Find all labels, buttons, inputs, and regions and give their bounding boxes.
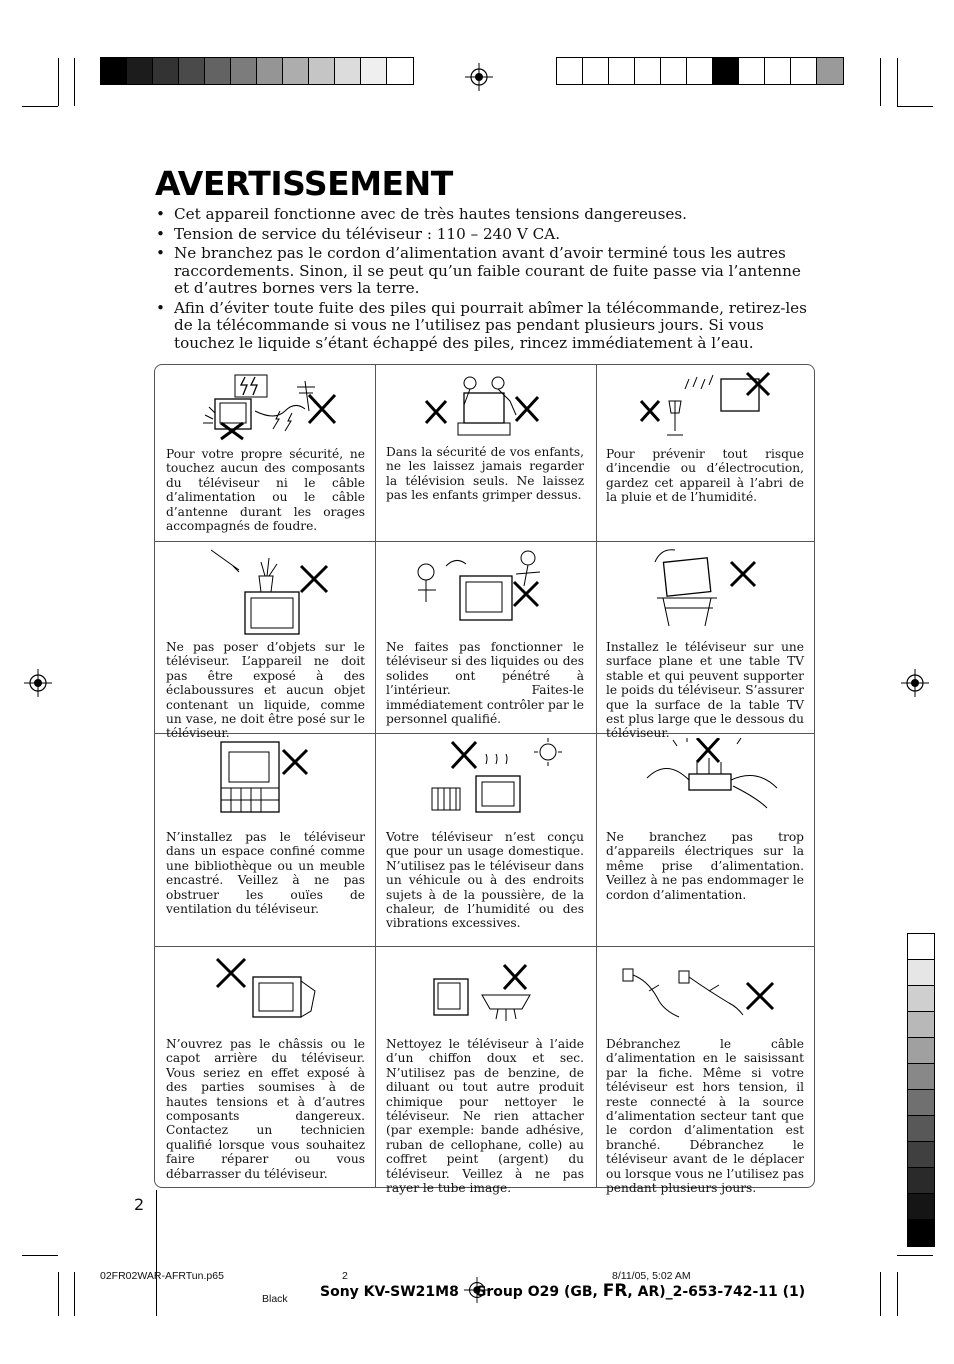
color-swatch xyxy=(687,58,713,84)
bullet-item: • Afin d’éviter toute fuite des piles qui pourrait abîmer la télécommande, retirez-les de la télécommande si vous ne l’utilisez pas pendant plusieurs jours. Si vous touchez le liquide s’étant échappé des piles, rincez immédiatement à l’eau. xyxy=(155,300,815,353)
vertical-grayscale-bar xyxy=(907,933,935,1247)
warning-cell-unplug xyxy=(597,947,815,1196)
footer-datetime: 8/11/05, 5:02 AM xyxy=(612,1270,691,1282)
color-swatch xyxy=(309,58,335,84)
color-swatch xyxy=(661,58,687,84)
children-climbing-tv-icon xyxy=(420,371,550,445)
overloaded-outlet-icon xyxy=(637,738,787,818)
color-swatch xyxy=(153,58,179,84)
color-swatch xyxy=(179,58,205,84)
color-swatch xyxy=(127,58,153,84)
page-number: 2 xyxy=(134,1195,145,1214)
color-swatch xyxy=(908,960,934,986)
color-swatch xyxy=(908,1090,934,1116)
tv-in-bookshelf-icon xyxy=(213,738,333,818)
vase-on-tv-icon xyxy=(203,546,333,638)
registration-mark-icon xyxy=(465,63,493,91)
warning-text: Votre téléviseur n’est conçu que pour un usage domestique. N’utilisez pas le téléviseur dans un véhicule ou à des endroits sujets à de la poussière, de la chaleur, de l’humidité ou des vibrations excessives. xyxy=(386,830,584,931)
warning-text: Nettoyez le téléviseur à l’aide d’un chiffon doux et sec. N’utilisez pas de benzine, de diluant ou tout autre produit chimique pour nettoyer le téléviseur. Ne rien attacher (par exemple: bande adhésive, ruban de cellophane, colle) au coffret peint (argent) du téléviseur. Veillez à ne pas rayer le tube image. xyxy=(386,1037,584,1196)
footer-model-fr: FR xyxy=(602,1281,628,1301)
footer-model-mid: Group O29 (GB, xyxy=(474,1284,603,1300)
warning-cell-children xyxy=(376,365,596,541)
registration-mark-icon xyxy=(901,669,929,697)
color-swatch xyxy=(791,58,817,84)
warning-text: Pour votre propre sécurité, ne touchez aucun des composants du téléviseur ni le câble d’alimentation ou le câble d’antenne durant les orages accompagnés de foudre. xyxy=(166,447,365,534)
warning-text: Pour prévenir tout risque d’incendie ou d’électrocution, gardez cet appareil à l’abri de la pluie et de l’humidité. xyxy=(606,447,804,505)
color-swatch xyxy=(361,58,387,84)
color-swatch xyxy=(635,58,661,84)
warning-cell-cleaning xyxy=(376,947,596,1196)
bullet-item: • Ne branchez pas le cordon d’alimentation avant d’avoir terminé tous les autres raccordements. Sinon, il se peut qu’un faible courant de fuite passe via l’antenne et d’autres bornes vers la terre. xyxy=(155,245,815,298)
footer-file-name: 02FR02WAR-AFRTun.p65 xyxy=(100,1270,224,1282)
tv-open-back-icon xyxy=(211,951,321,1035)
warning-cell-stable xyxy=(597,542,815,741)
warning-cell-overload xyxy=(597,734,815,946)
color-swatch xyxy=(817,58,843,84)
warning-cell-liquids xyxy=(376,542,596,733)
tv-on-stand-icon xyxy=(647,546,777,638)
warning-cell-objects xyxy=(155,542,375,741)
bullet-item: • Tension de service du téléviseur : 110 – 240 V CA. xyxy=(155,226,815,244)
footer-color-label: Black xyxy=(262,1293,288,1305)
tv-cleaning-icon xyxy=(426,951,556,1035)
warning-text: N’ouvrez pas le châssis ou le capot arrière du téléviseur. Vous seriez en effet exposé à des parties soumises à de hautes tensions et à d’autres composants dangereux. Contactez un technicien qualifié lorsque vous souhaitez faire réparer ou vous débarrasser du téléviseur. xyxy=(166,1037,365,1181)
color-swatch xyxy=(557,58,583,84)
color-swatch xyxy=(908,1116,934,1142)
registration-color-bar xyxy=(556,57,844,85)
footer-model-suffix: , AR)_2-653-742-11 (1) xyxy=(627,1284,806,1300)
warning-text: Installez le téléviseur sur une surface plane et une table TV stable et qui peuvent supporter le poids du téléviseur. S’assurer que la surface de la table TV est plus large que le dessous du téléviseur. xyxy=(606,640,805,741)
color-swatch xyxy=(739,58,765,84)
color-swatch xyxy=(908,1220,934,1246)
footer-model-title xyxy=(320,1281,805,1301)
warnings-grid xyxy=(154,364,815,1196)
color-swatch xyxy=(335,58,361,84)
color-swatch xyxy=(283,58,309,84)
color-swatch xyxy=(908,1038,934,1064)
color-swatch xyxy=(205,58,231,84)
color-swatch xyxy=(387,58,413,84)
color-swatch xyxy=(257,58,283,84)
grayscale-color-bar xyxy=(100,57,414,85)
color-swatch xyxy=(713,58,739,84)
warning-bullet-list xyxy=(155,206,815,354)
color-swatch xyxy=(908,1168,934,1194)
color-swatch xyxy=(583,58,609,84)
unplug-cord-icon xyxy=(619,951,789,1035)
color-swatch xyxy=(908,1012,934,1038)
liquid-spill-tv-icon xyxy=(406,546,566,638)
color-swatch xyxy=(908,1194,934,1220)
warning-text: Dans la sécurité de vos enfants, ne les laissez jamais regarder la télévision seuls. Ne laissez pas les enfants grimper dessus. xyxy=(386,445,584,503)
warning-text: Débranchez le câble d’alimentation en le saisissant par la fiche. Même si votre téléviseur est hors tension, il reste connecté à la source d’alimentation secteur tant que le cordon d’alimentation est branché. Débranchez le téléviseur avant de le déplacer ou lorsque vous ne l’utilisez pas pendant plusieurs jours. xyxy=(606,1037,804,1196)
tv-heat-sun-icon xyxy=(416,738,566,818)
bullet-item: • Cet appareil fonctionne avec de très hautes tensions dangereuses. xyxy=(155,206,815,224)
footer-model-prefix: Sony KV-SW21M8 xyxy=(320,1284,459,1300)
warning-cell-environment xyxy=(376,734,596,946)
warning-cell-lightning xyxy=(155,365,375,541)
warning-text: N’installez pas le téléviseur dans un espace confiné comme une bibliothèque ou un meuble encastré. Veillez à ne pas obstruer les ouïes de ventilation du téléviseur. xyxy=(166,830,365,917)
color-swatch xyxy=(908,934,934,960)
color-swatch xyxy=(609,58,635,84)
color-swatch xyxy=(765,58,791,84)
warning-text: Ne faites pas fonctionner le téléviseur si des liquides ou des solides ont pénétré à l’intérieur. Faites-le immédiatement contrôler par le personnel qualifié. xyxy=(386,640,584,727)
color-swatch xyxy=(908,1142,934,1168)
tv-lightning-icon xyxy=(185,371,345,445)
warning-text: Ne pas poser d’objets sur le téléviseur. L’appareil ne doit pas être exposé à des éclaboussures et aucun objet contenant un liquide, comme un vase, ne doit être posé sur le téléviseur. xyxy=(166,640,365,741)
registration-mark-icon xyxy=(24,669,52,697)
color-swatch xyxy=(101,58,127,84)
warning-text: Ne branchez pas trop d’appareils électriques sur la même prise d’alimentation. Veillez à ne pas endommager le cordon d’alimentation. xyxy=(606,830,804,902)
footer-page: 2 xyxy=(342,1270,348,1282)
color-swatch xyxy=(908,986,934,1012)
warning-cell-chassis xyxy=(155,947,375,1187)
color-swatch xyxy=(908,1064,934,1090)
warning-cell-ventilation xyxy=(155,734,375,946)
warning-cell-rain xyxy=(597,365,815,541)
tv-rain-icon xyxy=(635,371,775,445)
color-swatch xyxy=(231,58,257,84)
page-title: AVERTISSEMENT xyxy=(155,164,453,203)
